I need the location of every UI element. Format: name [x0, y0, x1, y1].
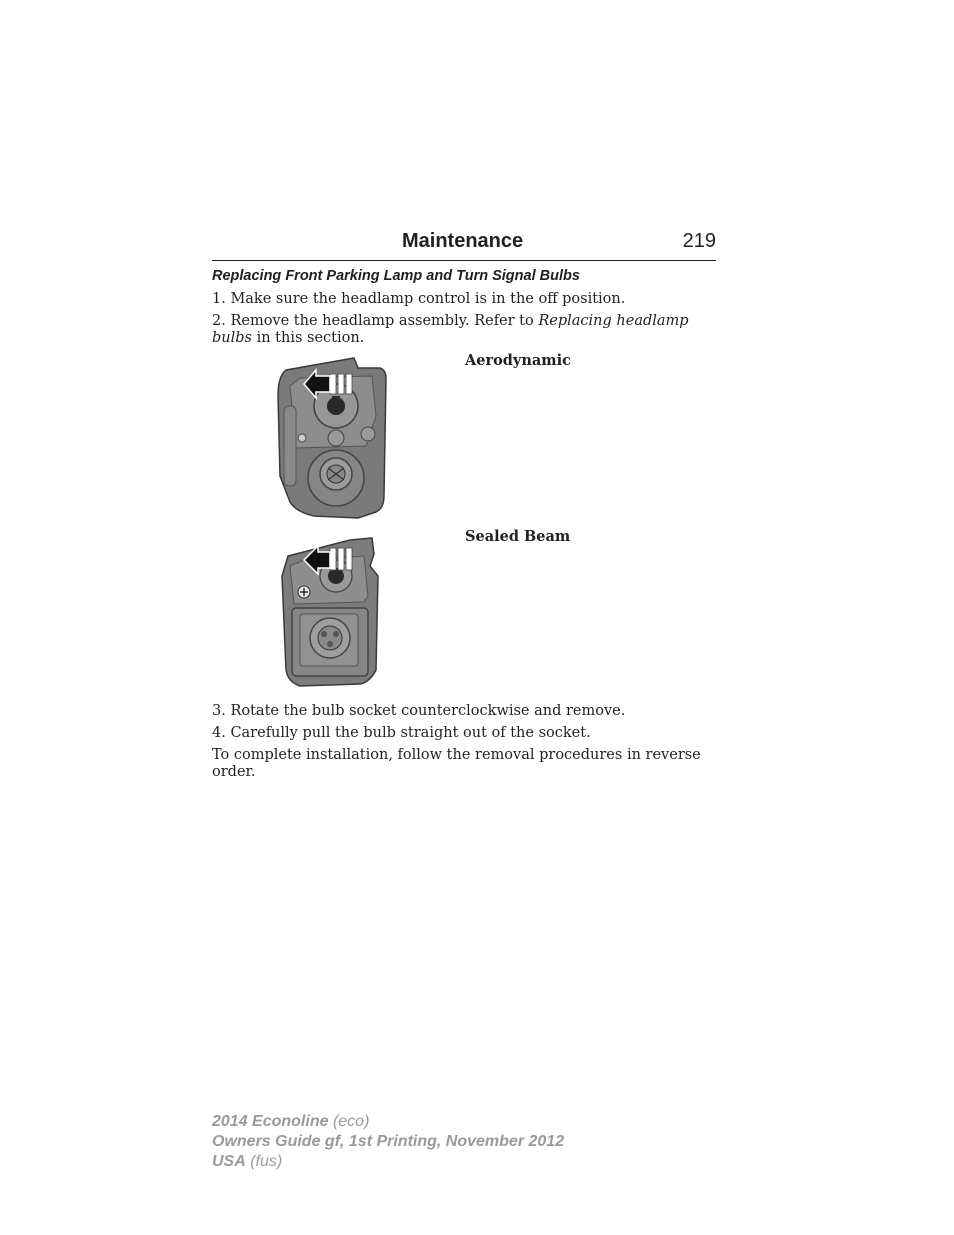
step-4: 4. Carefully pull the bulb straight out of the socket.: [212, 725, 591, 741]
footer-market-code: (fus): [245, 1153, 283, 1170]
step-2: [212, 313, 716, 347]
footer-line-3: [212, 1152, 564, 1172]
footer-model-code: (eco): [328, 1113, 370, 1130]
page-footer: [212, 1112, 564, 1172]
footer-line-1: [212, 1112, 564, 1132]
sealed-beam-caption: Sealed Beam: [465, 528, 571, 545]
aerodynamic-caption: Aerodynamic: [465, 352, 571, 369]
page-number: 219: [682, 230, 716, 252]
page-header: [212, 230, 716, 261]
aerodynamic-headlamp-illustration: [276, 356, 388, 520]
footer-market: USA: [212, 1153, 246, 1170]
step-2-prefix: 2. Remove the headlamp assembly. Refer to: [212, 313, 539, 329]
footer-model: 2014 Econoline: [212, 1113, 329, 1130]
step-3: 3. Rotate the bulb socket counterclockwise and remove.: [212, 703, 626, 719]
step-1: 1. Make sure the headlamp control is in the off position.: [212, 291, 626, 307]
step-2-suffix: in this section.: [251, 330, 365, 346]
sealed-beam-headlamp-illustration: [280, 536, 380, 688]
subheading: Replacing Front Parking Lamp and Turn Signal Bulbs: [212, 268, 580, 284]
footer-line-2: Owners Guide gf, 1st Printing, November 2012: [212, 1133, 565, 1150]
closing-note: To complete installation, follow the removal procedures in reverse order.: [212, 747, 701, 780]
step-2-reference-link[interactable]: Replacing headlamp bulbs: [212, 313, 689, 346]
section-title: Maintenance: [402, 230, 524, 252]
